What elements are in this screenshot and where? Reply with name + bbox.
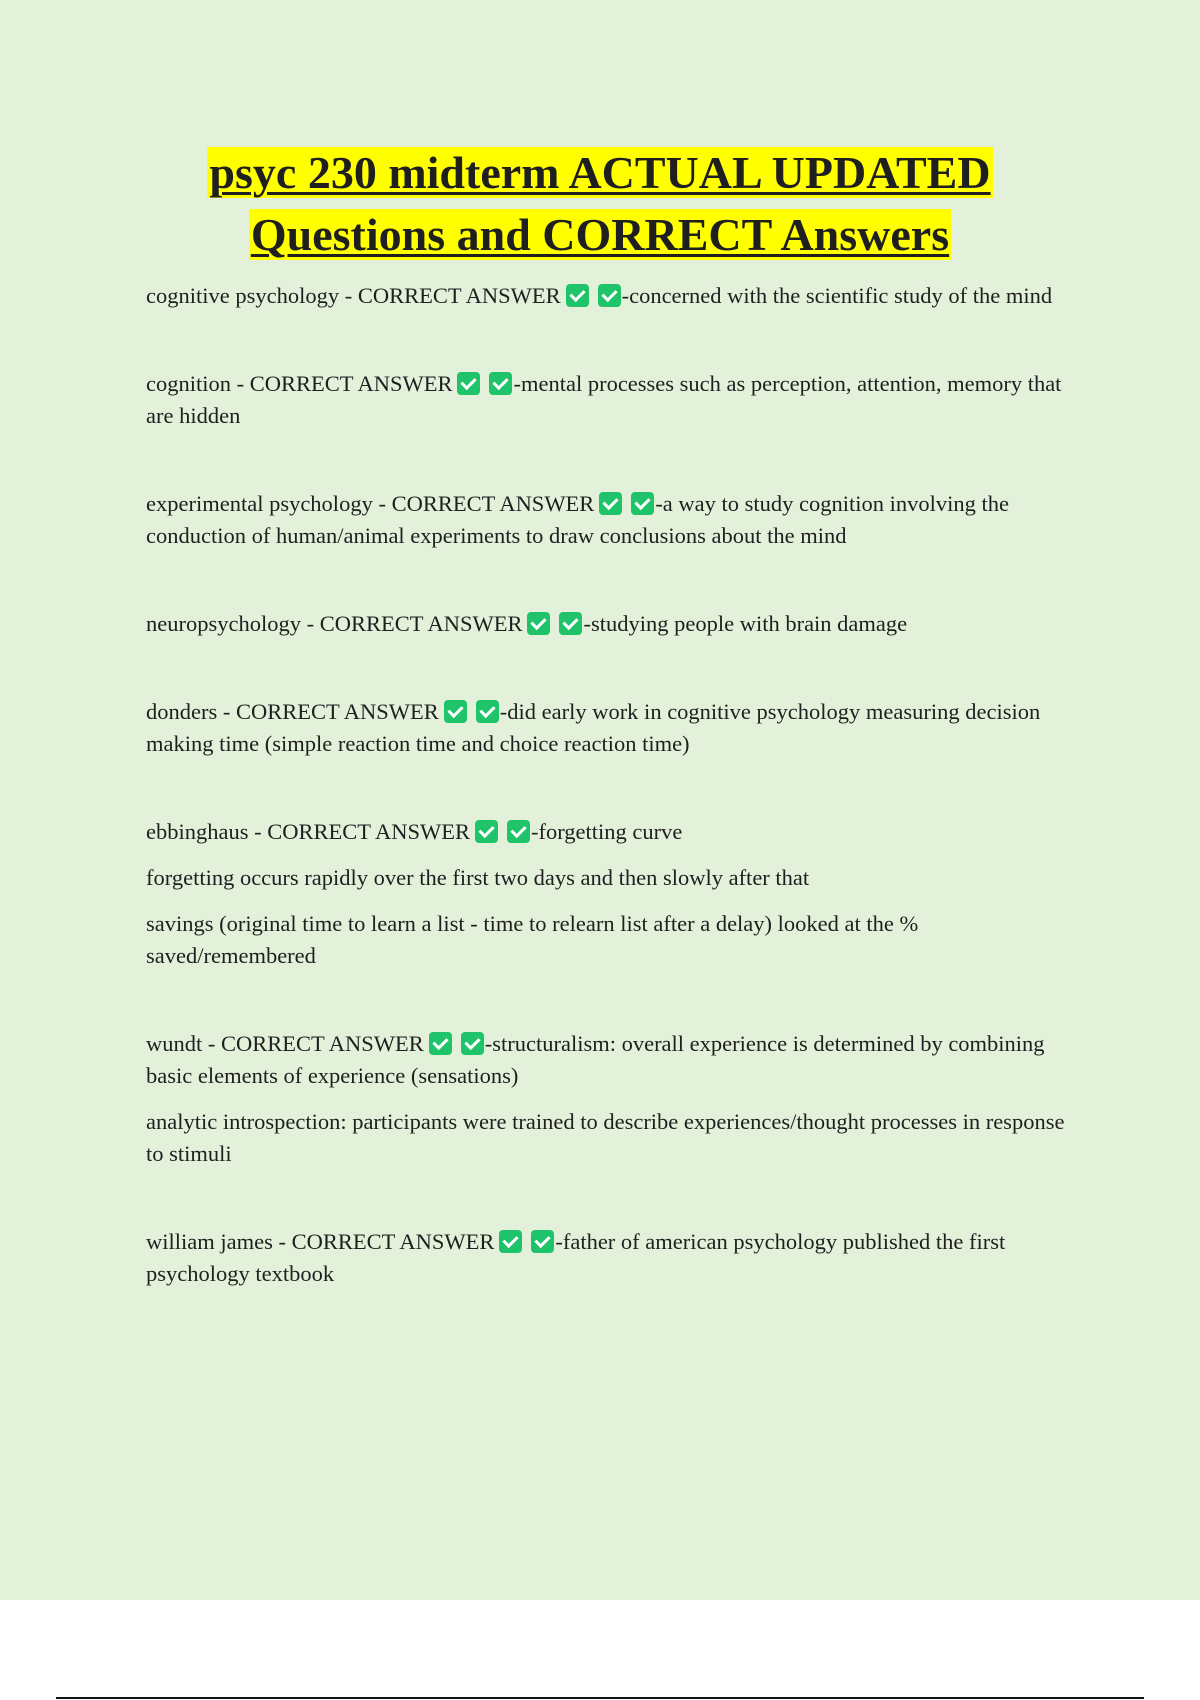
term: experimental psychology bbox=[146, 491, 373, 516]
term: cognition bbox=[146, 371, 231, 396]
definition: -mental processes such as perception, attention, memory that are hidden bbox=[146, 371, 1062, 428]
check-box-icon bbox=[527, 612, 550, 635]
definition-detail: analytic introspection: participants were trained to describe experiences/thought processes in response to stimuli bbox=[146, 1109, 1065, 1166]
term: ebbinghaus bbox=[146, 819, 249, 844]
qa-line bbox=[146, 280, 1076, 312]
qa-line bbox=[146, 488, 1076, 552]
term: william james bbox=[146, 1229, 273, 1254]
check-box-icon bbox=[566, 284, 589, 307]
qa-line bbox=[146, 1226, 1076, 1290]
qa-line bbox=[146, 368, 1076, 432]
term: cognitive psychology bbox=[146, 283, 340, 308]
check-box-icon bbox=[461, 1032, 484, 1055]
qa-entry bbox=[146, 368, 1076, 432]
definition: -did early work in cognitive psychology measuring decision making time (simple reaction time and choice reaction time) bbox=[146, 699, 1041, 756]
qa-line bbox=[146, 608, 1076, 640]
check-box-icon bbox=[599, 492, 622, 515]
check-box-icon bbox=[598, 284, 621, 307]
answer-label: - CORRECT ANSWER bbox=[372, 491, 595, 516]
term: neuropsychology bbox=[146, 611, 301, 636]
check-box-icon bbox=[457, 372, 480, 395]
check-box-icon bbox=[507, 820, 530, 843]
definition-detail: savings (original time to learn a list - time to relearn list after a delay) looked at the % saved/remembered bbox=[146, 911, 919, 968]
qa-entry bbox=[146, 608, 1076, 640]
qa-line bbox=[146, 696, 1076, 760]
qa-line bbox=[146, 1028, 1076, 1092]
check-box-icon bbox=[489, 372, 512, 395]
answer-label: - CORRECT ANSWER bbox=[248, 819, 470, 844]
check-box-icon bbox=[444, 700, 467, 723]
answer-label: - CORRECT ANSWER bbox=[300, 611, 523, 636]
answer-label: - CORRECT ANSWER bbox=[272, 1229, 495, 1254]
definition: -structuralism: overall experience is determined by combining basic elements of experience (sensations) bbox=[146, 1031, 1045, 1088]
answer-label: - CORRECT ANSWER bbox=[231, 371, 453, 396]
term: wundt bbox=[146, 1031, 203, 1056]
qa-entry bbox=[146, 696, 1076, 760]
check-box-icon bbox=[476, 700, 499, 723]
qa-entry bbox=[146, 816, 1076, 972]
qa-line bbox=[146, 816, 1076, 848]
answer-label: - CORRECT ANSWER bbox=[339, 283, 561, 308]
answer-label: - CORRECT ANSWER bbox=[202, 1031, 424, 1056]
definition: -concerned with the scientific study of the mind bbox=[621, 283, 1053, 308]
check-box-icon bbox=[499, 1230, 522, 1253]
definition: -a way to study cognition involving the conduction of human/animal experiments to draw conclusions about the mind bbox=[146, 491, 1010, 548]
definition-detail: forgetting occurs rapidly over the first two days and then slowly after that bbox=[146, 865, 810, 890]
definition: -studying people with brain damage bbox=[583, 611, 908, 636]
definition: -forgetting curve bbox=[530, 819, 683, 844]
qa-entry bbox=[146, 280, 1076, 312]
answer-label: - CORRECT ANSWER bbox=[217, 699, 439, 724]
document-title bbox=[0, 142, 1200, 266]
check-box-icon bbox=[631, 492, 654, 515]
check-box-icon bbox=[429, 1032, 452, 1055]
check-box-icon bbox=[475, 820, 498, 843]
check-box-icon bbox=[531, 1230, 554, 1253]
definition: -father of american psychology published the first psychology textbook bbox=[146, 1229, 1006, 1286]
title-line-1: psyc 230 midterm ACTUAL UPDATED bbox=[209, 147, 991, 198]
check-box-icon bbox=[559, 612, 582, 635]
term: donders bbox=[146, 699, 218, 724]
qa-entry bbox=[146, 1028, 1076, 1170]
qa-entry bbox=[146, 488, 1076, 552]
qa-list bbox=[146, 280, 1076, 1290]
qa-entry bbox=[146, 1226, 1076, 1290]
footer-divider bbox=[56, 1697, 1144, 1699]
title-line-2: Questions and CORRECT Answers bbox=[250, 209, 950, 260]
